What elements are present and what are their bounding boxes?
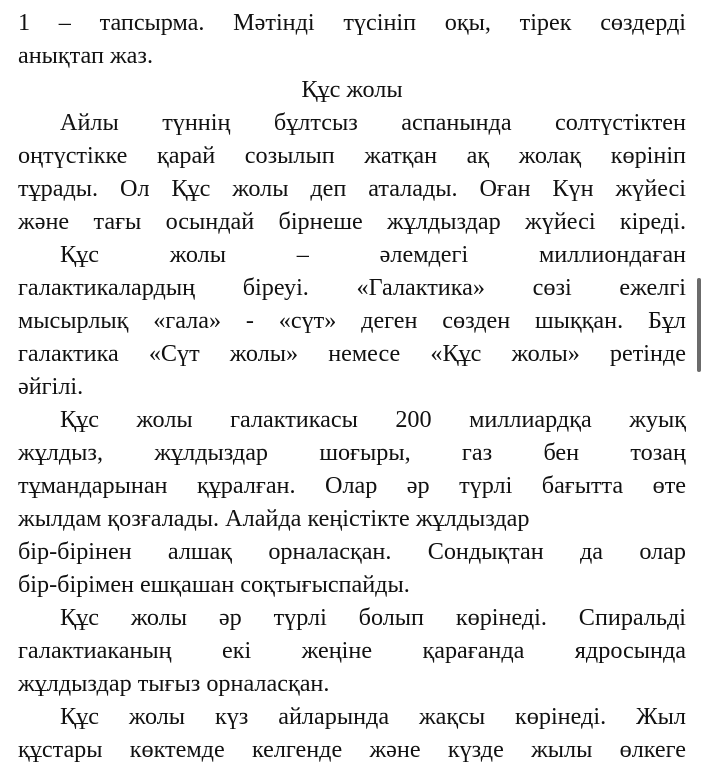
- paragraph-line: және тағы осындай бірнеше жұлдыздар жүйесі кіреді.: [18, 208, 686, 235]
- task-line: анықтап жаз.: [18, 42, 154, 69]
- paragraph-line: Құс жолы галактикасы 200 миллиардқа жуық: [60, 406, 686, 433]
- task-line: 1 – тапсырма. Мәтінді түсініп оқы, тірек сөздерді: [18, 9, 686, 36]
- paragraph-line: оңтүстікке қарай созылып жатқан ақ жолақ көрініп: [18, 142, 686, 169]
- paragraph-line: Құс жолы – әлемдегі миллиондаған: [60, 241, 686, 268]
- paragraph-line: бір-бірінен алшақ орналасқан. Сондықтан да олар: [18, 538, 686, 565]
- paragraph-line: жылдам қозғалады. Алайда кеңістікте жұлдыздар: [18, 505, 530, 532]
- paragraph-line: галактика «Сүт жолы» немесе «Құс жолы» ретінде: [18, 340, 686, 367]
- paragraph-line: құстары көктемде келгенде және күзде жылы өлкеге: [18, 736, 686, 763]
- document-title: Құс жолы: [301, 76, 403, 103]
- paragraph-line: тұмандарынан құралған. Олар әр түрлі бағытта өте: [18, 472, 686, 499]
- paragraph-line: галактикалардың біреуі. «Галактика» сөзі ежелгі: [18, 274, 686, 301]
- paragraph-line: Айлы түннің бұлтсыз аспанында солтүстіктен: [60, 109, 686, 136]
- paragraph-line: галактиаканың екі жеңіне қарағанда ядросында: [18, 637, 686, 664]
- paragraph-line: Құс жолы күз айларында жақсы көрінеді. Жыл: [60, 703, 686, 730]
- paragraph-line: тұрады. Ол Құс жолы деп аталады. Оған Күн жүйесі: [18, 175, 686, 202]
- paragraph-line: әйгілі.: [18, 373, 84, 400]
- vertical-scrollbar[interactable]: [696, 0, 702, 749]
- paragraph-line: жұлдыз, жұлдыздар шоғыры, газ бен тозаң: [18, 439, 686, 466]
- paragraph-line: жұлдыздар тығыз орналасқан.: [18, 670, 330, 697]
- paragraph-line: мысырлық «гала» - «сүт» деген сөзден шыққан. Бұл: [18, 307, 686, 334]
- paragraph-line: бір-бірімен ешқашан соқтығыспайды.: [18, 571, 410, 598]
- scrollbar-thumb[interactable]: [697, 278, 701, 372]
- paragraph-line: Құс жолы әр түрлі болып көрінеді. Спиральді: [60, 604, 686, 631]
